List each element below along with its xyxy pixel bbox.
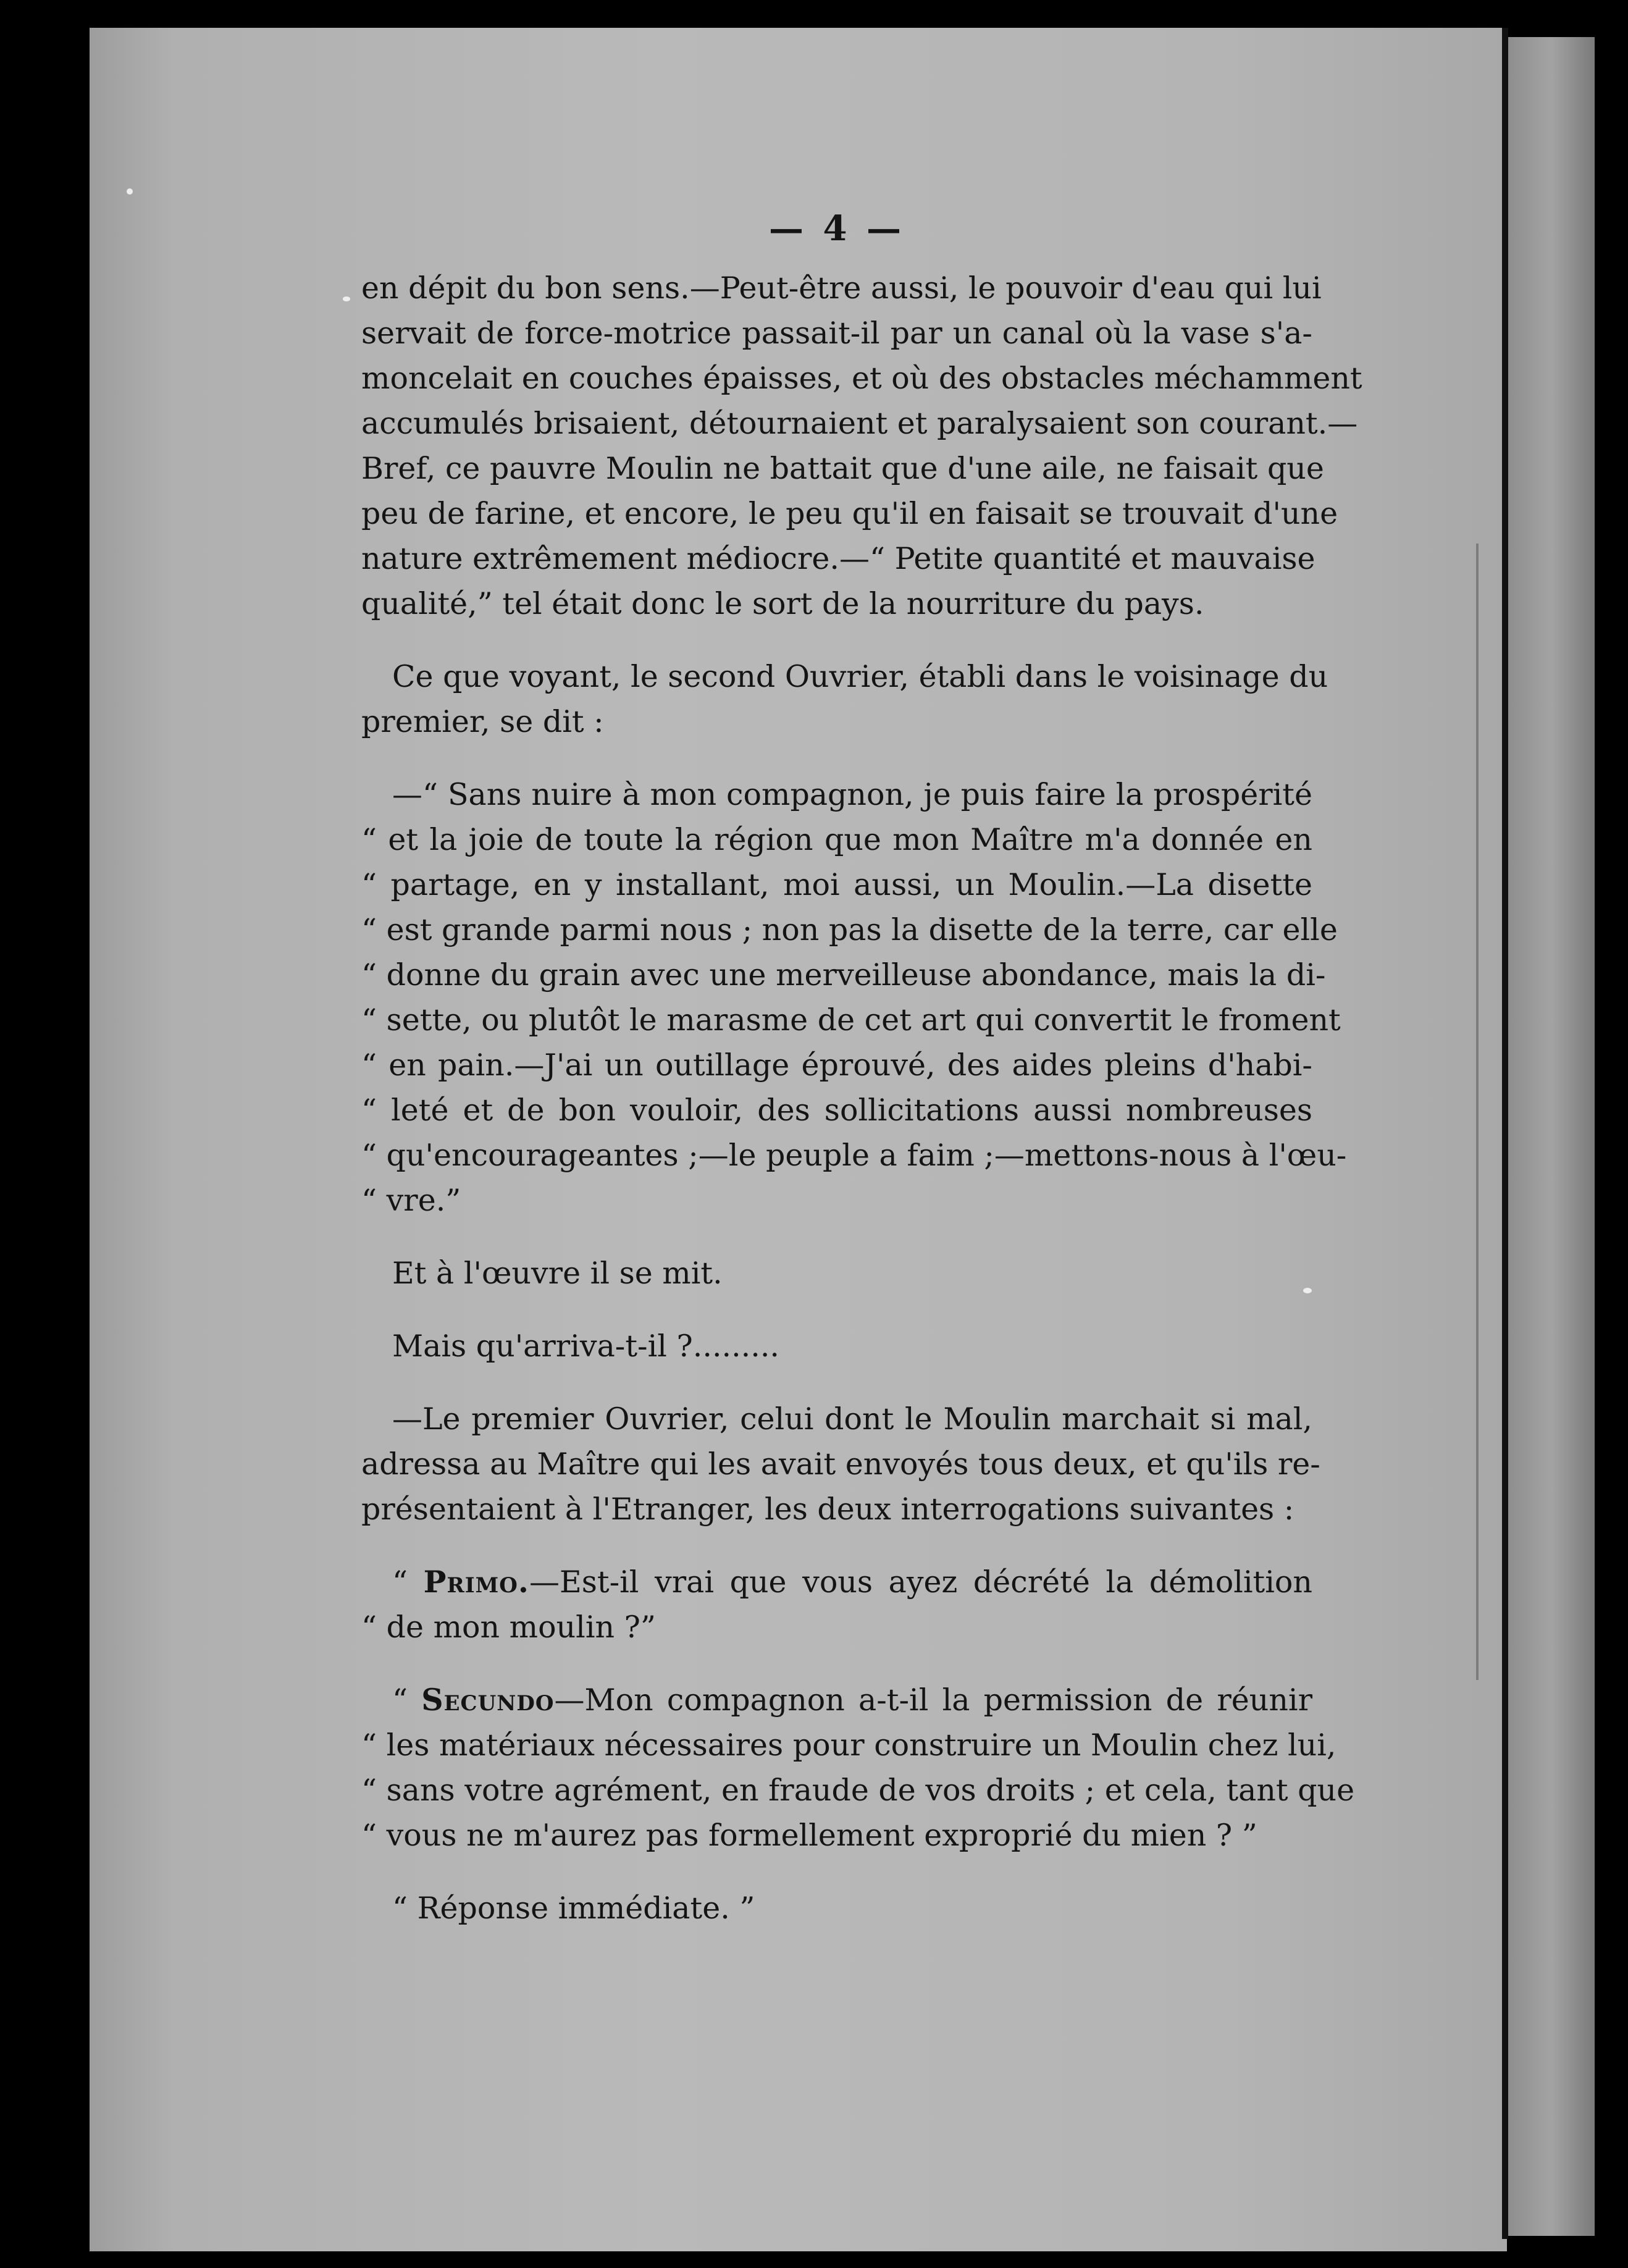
text-line: “ leté et de bon vouloir, des sollicitations aussi nombreuses xyxy=(361,1093,1312,1128)
paragraph-4 xyxy=(361,1251,1312,1296)
text-line: qualité,” tel était donc le sort de la nourriture du pays. xyxy=(361,586,1204,621)
paragraph-2 xyxy=(361,654,1328,744)
text-line: peu de farine, et encore, le peu qu'il en faisait se trouvait d'une xyxy=(361,496,1338,531)
page-border xyxy=(1502,28,1508,2239)
text-line: Bref, ce pauvre Moulin ne battait que d'une aile, ne faisait que xyxy=(361,451,1324,486)
text-line: nature extrêmement médiocre.—“ Petite quantité et mauvaise xyxy=(361,541,1315,576)
text-line: Ce que voyant, le second Ouvrier, établi dans le voisinage du xyxy=(392,659,1328,694)
scan-speck xyxy=(343,296,350,301)
text-line: “ les matériaux nécessaires pour construire un Moulin chez lui, xyxy=(361,1728,1336,1763)
text-line: “ sette, ou plutôt le marasme de cet art qui convertit le froment xyxy=(361,1002,1341,1038)
text-line: présentaient à l'Etranger, les deux interrogations suivantes : xyxy=(361,1492,1294,1527)
quote-mark: “ xyxy=(392,1682,422,1718)
text-line: “ et la joie de toute la région que mon Maître m'a donnée en xyxy=(361,822,1312,857)
secundo-label: Secundo xyxy=(421,1682,555,1718)
scan-speck xyxy=(127,188,133,195)
text-line: premier, se dit : xyxy=(361,704,604,739)
text-line xyxy=(361,1560,1312,1605)
quote-mark: “ xyxy=(392,1564,424,1600)
paragraph-6 xyxy=(361,1396,1320,1532)
secundo-text: —Mon compagnon a-t-il la permission de réunir xyxy=(554,1682,1312,1718)
paragraph-1 xyxy=(361,266,1362,626)
text-line: “ vous ne m'aurez pas formellement exproprié du mien ? ” xyxy=(361,1818,1257,1853)
paragraph-3 xyxy=(361,772,1347,1223)
text-line: “ partage, en y installant, moi aussi, un Moulin.—La disette xyxy=(361,867,1312,902)
text-line: adressa au Maître qui les avait envoyés tous deux, et qu'ils re- xyxy=(361,1447,1320,1482)
text-line: “ est grande parmi nous ; non pas la disette de la terre, car elle xyxy=(361,912,1338,947)
text-line: —“ Sans nuire à mon compagnon, je puis faire la prospérité xyxy=(392,777,1312,812)
text-line: “ sans votre agrément, en fraude de vos droits ; et cela, tant que xyxy=(361,1773,1355,1808)
text-line: “ vre.” xyxy=(361,1183,461,1218)
text-line: moncelait en couches épaisses, et où des obstacles méchamment xyxy=(361,361,1362,396)
fold-shadow xyxy=(1476,544,1479,1680)
text-line: “ en pain.—J'ai un outillage éprouvé, des aides pleins d'habi- xyxy=(361,1048,1312,1083)
text-line: —Le premier Ouvrier, celui dont le Moulin marchait si mal, xyxy=(392,1401,1312,1437)
text-line: Et à l'œuvre il se mit. xyxy=(392,1256,723,1291)
text-line xyxy=(361,1678,1312,1723)
text-line: “ donne du grain avec une merveilleuse abondance, mais la di- xyxy=(361,957,1326,993)
text-line: “ Réponse immédiate. ” xyxy=(392,1891,755,1926)
text-line: Mais qu'arriva-t-il ?......... xyxy=(392,1329,779,1364)
text-line: servait de force-motrice passait-il par un canal où la vase s'a- xyxy=(361,316,1312,351)
adjacent-page-strip xyxy=(1508,37,1595,2236)
text-line: accumulés brisaient, détournaient et paralysaient son courant.— xyxy=(361,406,1358,441)
primo-label: Primo. xyxy=(423,1564,529,1600)
paragraph-secundo xyxy=(361,1678,1355,1858)
text-body xyxy=(361,204,1362,1931)
text-line: “ qu'encourageantes ;—le peuple a faim ;—mettons-nous à l'œu- xyxy=(361,1138,1347,1173)
text-line: en dépit du bon sens.—Peut-être aussi, le pouvoir d'eau qui lui xyxy=(361,271,1322,306)
page-number: — 4 — xyxy=(769,208,905,249)
paragraph-reponse xyxy=(361,1886,1312,1931)
paragraph-5 xyxy=(361,1324,1312,1369)
text-line: “ de mon moulin ?” xyxy=(361,1610,656,1645)
paragraph-primo xyxy=(361,1560,1312,1650)
primo-text: —Est-il vrai que vous ayez décrété la démolition xyxy=(529,1564,1312,1600)
